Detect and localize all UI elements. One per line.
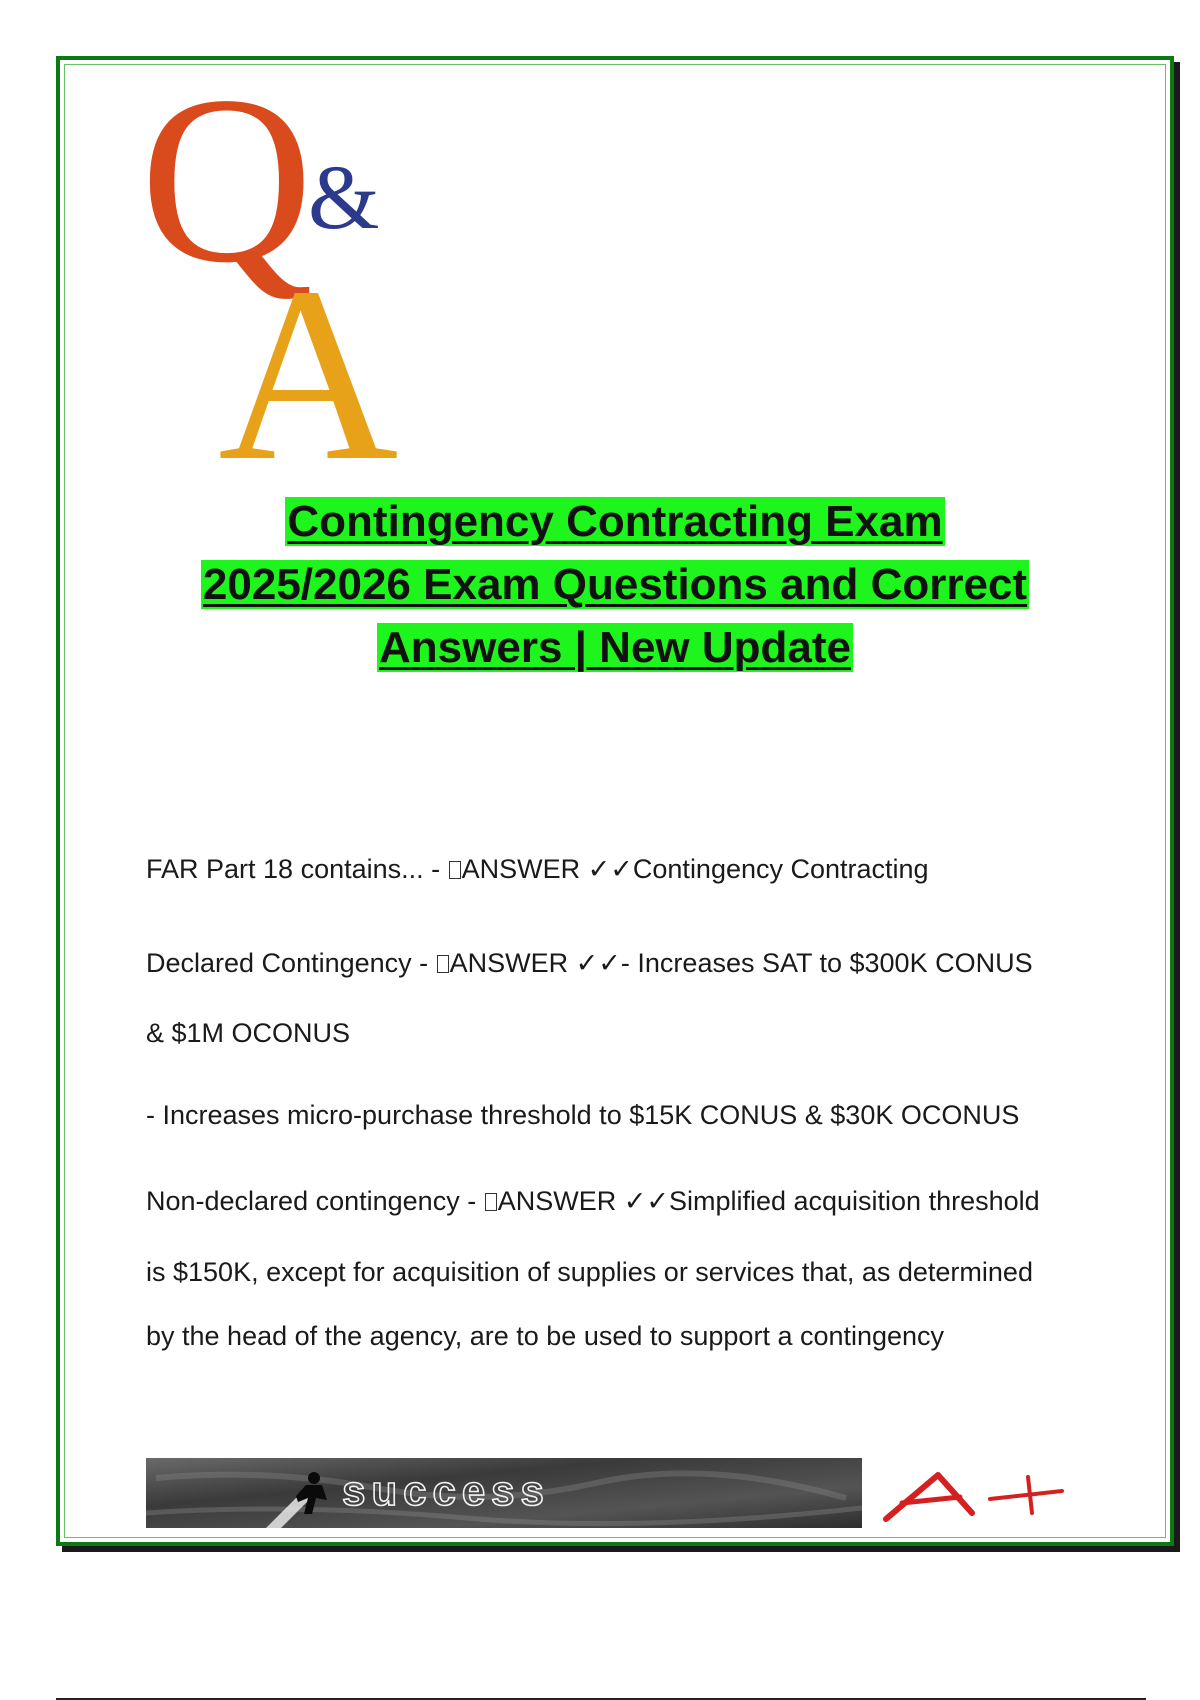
title-line-1: Contingency Contracting Exam <box>287 497 943 546</box>
answer-text: Simplified acquisition threshold <box>668 1186 1040 1216</box>
qa-line <box>146 1184 1086 1255</box>
qa-logo-icon <box>140 70 450 480</box>
answer-text: - Increases SAT to $300K CONUS <box>620 948 1033 978</box>
a-plus-text <box>880 1512 881 1513</box>
a-plus-grade-icon <box>880 1465 1070 1525</box>
missing-glyph-box-icon <box>449 861 461 879</box>
title-line-3: Answers | New Update <box>379 623 851 672</box>
success-banner-image <box>146 1458 862 1528</box>
answer-tag: ANSWER ✓✓ <box>497 1186 669 1216</box>
document-title <box>100 490 1130 679</box>
qa-item <box>146 946 1086 1184</box>
answer-text: & $1M OCONUS <box>146 1018 351 1048</box>
qa-item <box>146 852 1086 946</box>
question-text: FAR Part 18 contains... - <box>146 854 448 884</box>
qa-list <box>146 852 1086 1359</box>
answer-text: by the head of the agency, are to be used to support a contingency <box>146 1321 945 1351</box>
logo-q-letter: Q <box>140 70 314 312</box>
logo-ampersand: & <box>308 146 380 248</box>
qa-line <box>146 946 1086 1016</box>
title-line-2: 2025/2026 Exam Questions and Correct <box>202 560 1028 609</box>
success-banner-text: success <box>342 1467 550 1514</box>
question-text: Declared Contingency - <box>146 948 436 978</box>
answer-text: Contingency Contracting <box>632 854 929 884</box>
answer-text: is $150K, except for acquisition of supplies or services that, as determined <box>146 1257 1033 1287</box>
missing-glyph-box-icon <box>437 955 449 973</box>
question-text: Non-declared contingency - <box>146 1186 484 1216</box>
qa-item <box>146 1184 1086 1359</box>
answer-tag: ANSWER ✓✓ <box>449 948 621 978</box>
qa-line <box>146 852 1086 946</box>
missing-glyph-box-icon <box>485 1193 497 1211</box>
answer-tag: ANSWER ✓✓ <box>461 854 633 884</box>
answer-text: - Increases micro-purchase threshold to $15K CONUS & $30K OCONUS <box>146 1100 1020 1130</box>
logo-a-letter: A <box>218 236 399 480</box>
